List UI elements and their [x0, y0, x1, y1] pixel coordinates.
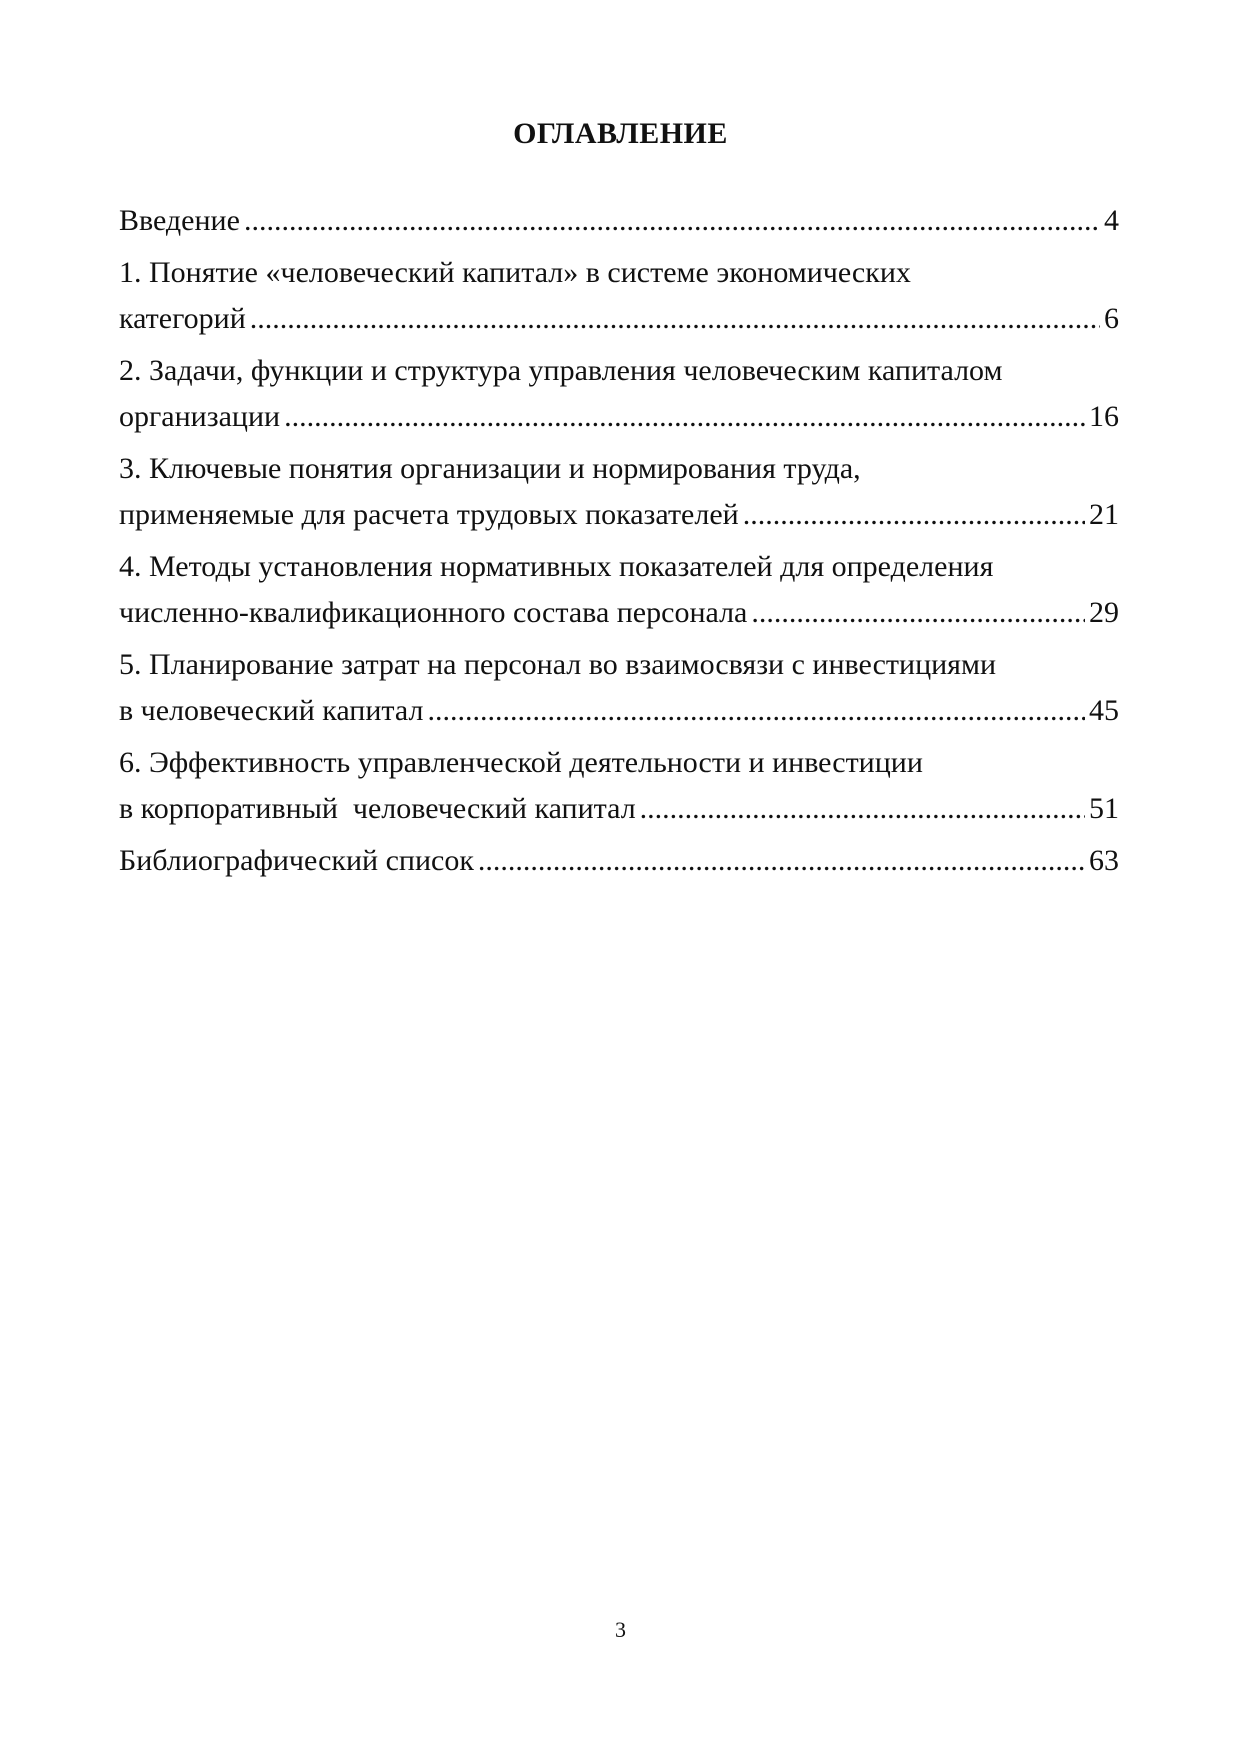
toc-entry-title-line-1: 1. Понятие «человеческий капитал» в системе экономических [119, 256, 911, 289]
toc-entry-chapter-6[interactable] [119, 740, 1119, 832]
toc-entry-line [119, 296, 1119, 342]
toc-page-number: 6 [1104, 302, 1119, 335]
toc-entry-chapter-3[interactable] [119, 446, 1119, 538]
toc-entry-title-line-1: 6. Эффективность управленческой деятельности и инвестиции [119, 746, 923, 779]
toc-page-number: 21 [1089, 498, 1119, 531]
dot-leader [250, 296, 1100, 342]
toc-entry-chapter-5[interactable] [119, 642, 1119, 734]
toc-entry-line [119, 394, 1119, 440]
toc-entry-title-line-1: 3. Ключевые понятия организации и нормирования труда, [119, 452, 861, 485]
toc-entry-line [119, 492, 1119, 538]
toc-entry-title-line-2: применяемые для расчета трудовых показателей [119, 498, 739, 531]
table-of-contents [119, 198, 1119, 890]
page-title: ОГЛАВЛЕНИЕ [513, 117, 728, 150]
toc-page-number: 51 [1089, 792, 1119, 825]
toc-entry-title-line-1: 5. Планирование затрат на персонал во взаимосвязи с инвестициями [119, 648, 997, 681]
toc-entry-line [119, 688, 1119, 734]
toc-entry-line [119, 198, 1119, 244]
toc-entry-chapter-2[interactable] [119, 348, 1119, 440]
dot-leader [640, 786, 1085, 832]
toc-entry-title: Введение [119, 204, 240, 237]
toc-entry-line [119, 786, 1119, 832]
toc-page-number: 4 [1104, 204, 1119, 237]
toc-page-number: 45 [1089, 694, 1119, 727]
toc-page-number: 29 [1089, 596, 1119, 629]
dot-leader [244, 198, 1100, 244]
toc-page-number: 63 [1089, 844, 1119, 877]
toc-entry-title-line-2: категорий [119, 302, 246, 335]
toc-entry-line [119, 590, 1119, 636]
page-number: 3 [615, 1617, 626, 1642]
toc-entry-title-line-1: 4. Методы установления нормативных показателей для определения [119, 550, 994, 583]
toc-entry-title-line-2: в человеческий капитал [119, 694, 424, 727]
toc-entry-title-line-2: численно-квалификационного состава персонала [119, 596, 748, 629]
toc-entry-title-line-2: в корпоративный человеческий капитал [119, 792, 636, 825]
dot-leader [427, 688, 1085, 734]
toc-entry-chapter-1[interactable] [119, 250, 1119, 342]
toc-page-number: 16 [1089, 400, 1119, 433]
dot-leader [284, 394, 1085, 440]
toc-entry-chapter-4[interactable] [119, 544, 1119, 636]
toc-entry-line [119, 838, 1119, 884]
dot-leader [751, 590, 1085, 636]
toc-entry-title: Библиографический список [119, 844, 474, 877]
dot-leader [743, 492, 1085, 538]
toc-entry-title-line-1: 2. Задачи, функции и структура управления человеческим капиталом [119, 354, 1003, 387]
dot-leader [478, 838, 1085, 884]
toc-entry-introduction[interactable] [119, 198, 1119, 244]
toc-entry-bibliography[interactable] [119, 838, 1119, 884]
toc-entry-title-line-2: организации [119, 400, 281, 433]
